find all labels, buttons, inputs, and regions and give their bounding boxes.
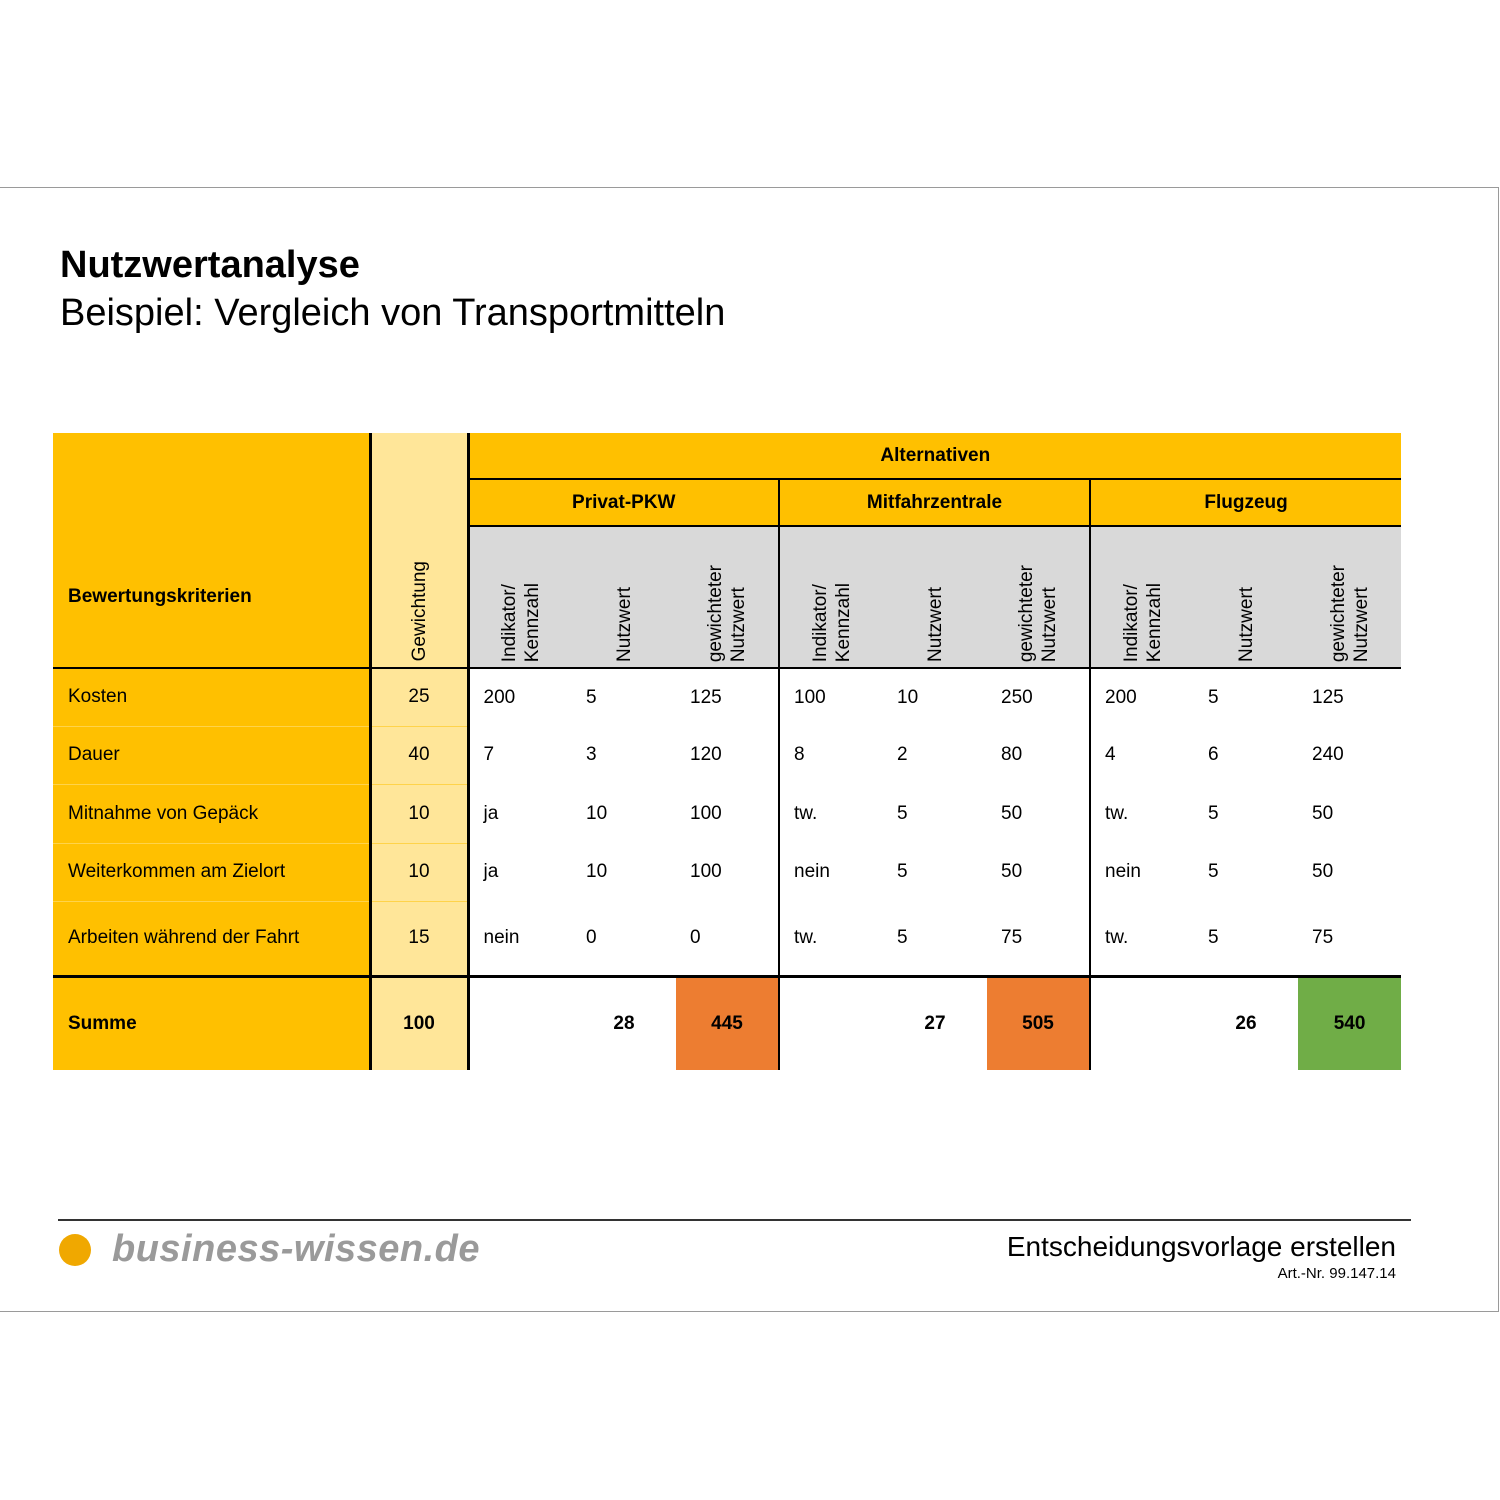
- value-cell: nein: [779, 843, 883, 901]
- criterion-cell: Kosten: [53, 668, 370, 726]
- page-subtitle: Beispiel: Vergleich von Transportmitteln: [60, 292, 726, 334]
- value-cell: 3: [586, 744, 597, 765]
- value-cell: 100: [690, 861, 722, 882]
- sum-gewichtet-privat-pkw: 445: [676, 976, 779, 1070]
- value-cell: 120: [690, 744, 722, 765]
- weight-header-blank: [370, 433, 468, 479]
- value-cell: 125: [1298, 668, 1401, 726]
- weight-cell: 40: [370, 726, 468, 784]
- value-cell: 100: [779, 668, 883, 726]
- subheader-nutzwert: [883, 526, 987, 668]
- subheader-label: gewichteter Nutzwert: [1327, 564, 1372, 662]
- value-cell: 5: [572, 668, 676, 726]
- value-cell: 50: [1001, 861, 1023, 882]
- criterion-cell: Arbeiten während der Fahrt: [53, 901, 370, 976]
- criterion-cell: Mitnahme von Gepäck: [53, 784, 370, 843]
- alternative-header-mitfahrzentrale: Mitfahrzentrale: [779, 479, 1090, 526]
- value-cell: ja: [468, 784, 572, 843]
- sum-nutzwert: 27: [883, 976, 987, 1070]
- alternative-header-flugzeug: Flugzeug: [1090, 479, 1401, 526]
- sum-weight: 100: [370, 976, 468, 1070]
- criterion-cell: Weiterkommen am Zielort: [53, 843, 370, 901]
- sum-row: [53, 976, 1401, 1070]
- value-cell: ja: [468, 843, 572, 901]
- table-row: [53, 843, 1401, 901]
- value-cell: 200: [1090, 668, 1194, 726]
- subheader-label: gewichteter Nutzwert: [1016, 564, 1060, 662]
- table-row: [53, 726, 1401, 784]
- sum-empty-cell: [1090, 976, 1194, 1070]
- value-cell: tw.: [1090, 901, 1194, 976]
- weight-header-blank: [370, 479, 468, 526]
- weight-header-label: Gewichtung: [408, 561, 430, 662]
- value-cell: 250: [987, 668, 1090, 726]
- value-cell: 10: [586, 802, 608, 824]
- value-cell: 125: [676, 668, 779, 726]
- value-cell: 7: [468, 726, 572, 784]
- subheader-indikator: [468, 526, 572, 668]
- weight-cell: 10: [370, 843, 468, 901]
- header-row-alternatives: [53, 479, 1401, 526]
- value-cell: 5: [1208, 926, 1219, 948]
- subheader-label: Indikator/ Kennzahl: [809, 582, 854, 662]
- subheader-gewichtet: [676, 526, 779, 668]
- weight-cell: 10: [370, 784, 468, 843]
- alternative-header-privat-pkw: Privat-PKW: [468, 479, 779, 526]
- footer-divider: [58, 1219, 1411, 1221]
- footer-doc-title: Entscheidungsvorlage erstellen: [1006, 1231, 1396, 1262]
- value-cell: 200: [468, 668, 572, 726]
- header-row-alternativen: [53, 433, 1401, 479]
- criteria-header-blank: [53, 479, 370, 526]
- subheader-nutzwert: [1194, 526, 1298, 668]
- value-cell: 5: [897, 926, 908, 948]
- subheader-indikator: [1090, 526, 1194, 668]
- slide: [0, 187, 1499, 1312]
- value-cell: 50: [1001, 802, 1023, 824]
- sum-empty-cell: [468, 976, 572, 1070]
- value-cell: tw.: [779, 784, 883, 843]
- subheader-label: Indikator/ Kennzahl: [1120, 582, 1165, 662]
- value-cell: tw.: [1090, 784, 1194, 843]
- subheader-label: Nutzwert: [924, 587, 946, 662]
- sum-nutzwert: 28: [572, 976, 676, 1070]
- value-cell: 6: [1208, 744, 1219, 765]
- value-cell: 10: [883, 668, 987, 726]
- criteria-header: Bewertungskriterien: [53, 526, 370, 668]
- value-cell: 5: [1208, 861, 1219, 882]
- value-cell: 2: [897, 744, 908, 765]
- value-cell: 50: [1312, 861, 1334, 882]
- value-cell: nein: [468, 901, 572, 976]
- subheader-label: Nutzwert: [613, 587, 635, 662]
- value-cell: 0: [690, 926, 701, 948]
- value-cell: 5: [897, 861, 908, 882]
- subheader-nutzwert: [572, 526, 676, 668]
- weight-header: [370, 526, 468, 668]
- sum-gewichtet-flugzeug: 540: [1298, 976, 1401, 1070]
- subheader-label: gewichteter Nutzwert: [705, 564, 749, 662]
- value-cell: nein: [1090, 843, 1194, 901]
- nutzwert-table: [53, 433, 1401, 1070]
- subheader-label: Indikator/ Kennzahl: [498, 582, 543, 662]
- sum-empty-cell: [779, 976, 883, 1070]
- value-cell: tw.: [779, 901, 883, 976]
- logo-dot-icon: [59, 1234, 91, 1266]
- value-cell: 75: [1001, 926, 1023, 948]
- subheader-gewichtet: [987, 526, 1090, 668]
- page-title: Nutzwertanalyse: [60, 244, 360, 286]
- value-cell: 0: [586, 926, 597, 948]
- value-cell: 4: [1090, 726, 1194, 784]
- subheader-gewichtet: [1298, 526, 1401, 668]
- criterion-cell: Dauer: [53, 726, 370, 784]
- subheader-label: Nutzwert: [1235, 587, 1257, 662]
- value-cell: 100: [690, 802, 722, 824]
- subheader-indikator: [779, 526, 883, 668]
- sum-label: Summe: [53, 976, 370, 1070]
- value-cell: 5: [1208, 802, 1219, 824]
- value-cell: 10: [586, 861, 608, 882]
- value-cell: 80: [1001, 744, 1023, 765]
- sum-nutzwert: 26: [1194, 976, 1298, 1070]
- table-row: [53, 668, 1401, 726]
- table-row: [53, 784, 1401, 843]
- value-cell: 50: [1312, 802, 1334, 824]
- criteria-header-blank: [53, 433, 370, 479]
- header-row-subheaders: [53, 526, 1401, 668]
- table-row: [53, 901, 1401, 976]
- alternativen-header: Alternativen: [468, 433, 1401, 479]
- value-cell: 5: [1194, 668, 1298, 726]
- value-cell: 240: [1312, 744, 1344, 765]
- logo: business-wissen.de: [112, 1228, 481, 1270]
- footer-article-number: Art.-Nr. 99.147.14: [1277, 1265, 1396, 1282]
- value-cell: 8: [779, 726, 883, 784]
- value-cell: 5: [897, 802, 908, 824]
- sum-gewichtet-mitfahrzentrale: 505: [987, 976, 1090, 1070]
- value-cell: 75: [1312, 926, 1334, 948]
- weight-cell: 25: [370, 668, 468, 726]
- weight-cell: 15: [370, 901, 468, 976]
